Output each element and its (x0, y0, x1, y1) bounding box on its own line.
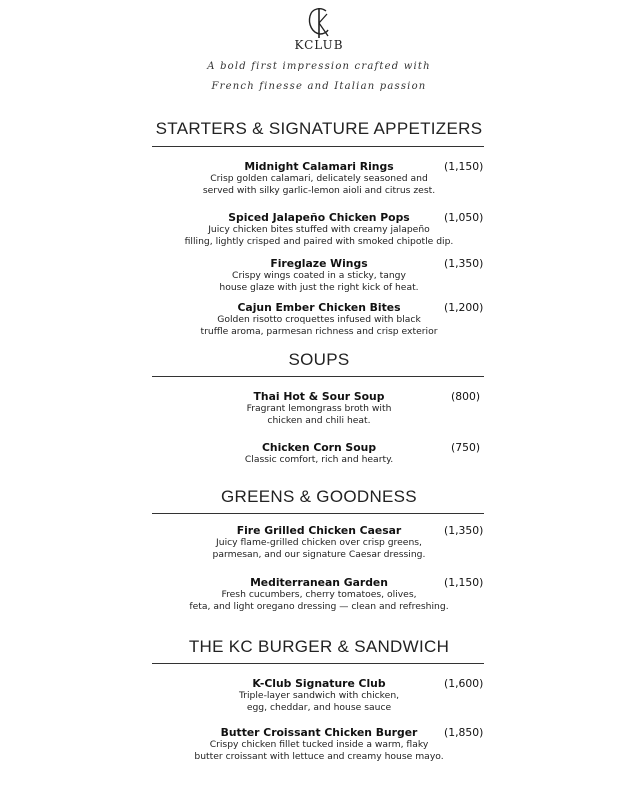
item-description: Crispy wings coated in a sticky, tangy (232, 270, 406, 281)
item-price: (1,600) (444, 677, 484, 690)
item-description: Triple-layer sandwich with chicken, (238, 690, 400, 701)
item-price: (1,350) (444, 524, 484, 537)
item-price: (1,150) (444, 160, 484, 173)
item-description: Fresh cucumbers, cherry tomatoes, olives, (221, 589, 417, 600)
item-price: (1,350) (444, 257, 484, 270)
item-description: chicken and chili heat. (267, 415, 371, 426)
item-description: filling, lightly crisped and paired with smoked chipotle dip. (184, 236, 454, 247)
item-name: Chicken Corn Soup (261, 441, 377, 454)
kc-monogram-icon (304, 6, 334, 40)
section-divider (152, 376, 484, 377)
item-description: Classic comfort, rich and hearty. (244, 454, 394, 465)
item-description: butter croissant with lettuce and creamy house mayo. (194, 751, 444, 762)
item-description: egg, cheddar, and house sauce (246, 702, 392, 713)
tagline-line-2: French finesse and Italian passion (211, 81, 427, 92)
item-description: feta, and light oregano dressing — clean and refreshing. (189, 601, 449, 612)
item-price: (750) (451, 441, 481, 454)
section-divider (152, 146, 484, 147)
item-name: Fire Grilled Chicken Caesar (236, 524, 402, 537)
item-price: (1,150) (444, 576, 484, 589)
item-name: Mediterranean Garden (250, 576, 388, 589)
item-name: Thai Hot & Sour Soup (253, 390, 385, 403)
item-description: Fragrant lemongrass broth with (246, 403, 392, 414)
item-name: K-Club Signature Club (252, 677, 386, 690)
item-description: served with silky garlic-lemon aioli and citrus zest. (202, 185, 436, 196)
item-description: Golden risotto croquettes infused with black (217, 314, 421, 325)
item-name: Midnight Calamari Rings (244, 160, 394, 173)
item-description: Juicy chicken bites stuffed with creamy jalapeño (208, 224, 430, 235)
section-title-starters: STARTERS & SIGNATURE APPETIZERS (155, 119, 483, 138)
item-description: Juicy flame-grilled chicken over crisp greens, (216, 537, 422, 548)
item-price: (1,850) (444, 726, 484, 739)
section-title-greens: GREENS & GOODNESS (221, 487, 417, 506)
section-title-soups: SOUPS (288, 350, 350, 369)
item-description: Crispy chicken fillet tucked inside a warm, flaky (209, 739, 429, 750)
tagline-line-1: A bold first impression crafted with (207, 61, 431, 72)
section-title-burger-sandwich: THE KC BURGER & SANDWICH (188, 637, 450, 656)
brand-name: KCLUB (294, 38, 344, 52)
kc-monogram-logo (0, 6, 638, 40)
item-price: (1,200) (444, 301, 484, 314)
item-price: (1,050) (444, 211, 484, 224)
item-name: Spiced Jalapeño Chicken Pops (228, 211, 410, 224)
section-divider (152, 513, 484, 514)
item-name: Cajun Ember Chicken Bites (237, 301, 401, 314)
section-divider (152, 663, 484, 664)
item-name: Fireglaze Wings (270, 257, 368, 270)
item-name: Butter Croissant Chicken Burger (220, 726, 418, 739)
item-description: house glaze with just the right kick of heat. (219, 282, 419, 293)
item-description: truffle aroma, parmesan richness and crisp exterior (200, 326, 438, 337)
item-description: parmesan, and our signature Caesar dressing. (212, 549, 426, 560)
item-description: Crisp golden calamari, delicately seasoned and (210, 173, 428, 184)
item-price: (800) (451, 390, 481, 403)
